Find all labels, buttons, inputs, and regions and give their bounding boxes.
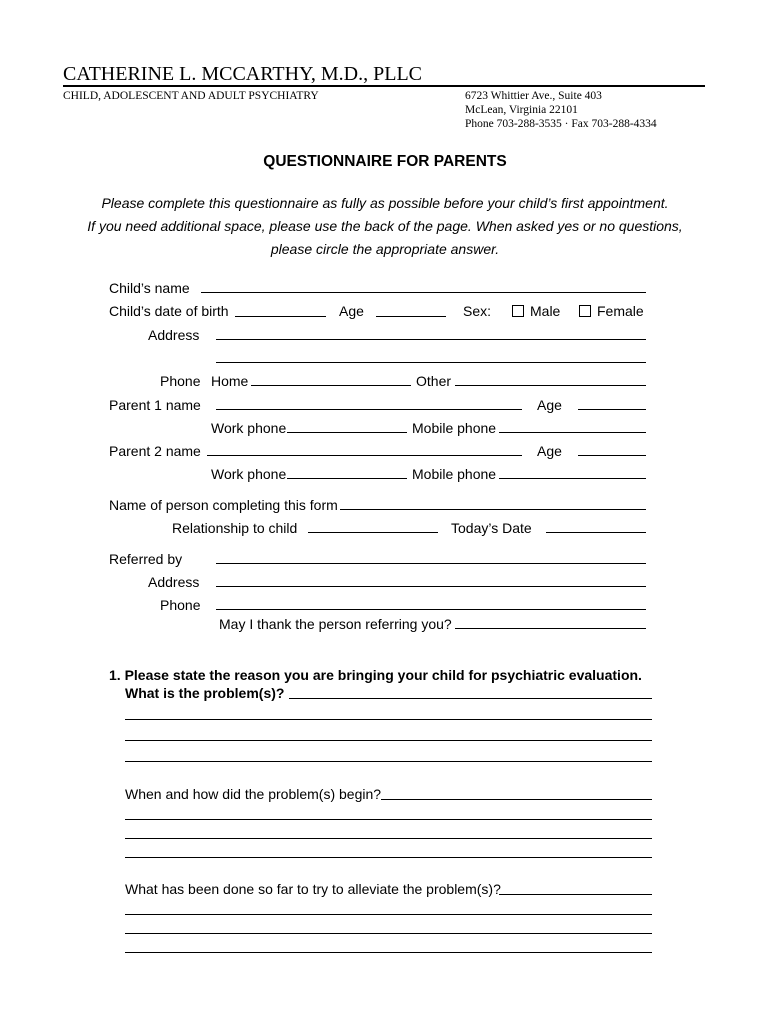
header-rule — [63, 85, 705, 87]
referrer-phone-field[interactable] — [216, 609, 646, 610]
parent1-age-field[interactable] — [578, 409, 646, 410]
question-done-answer-line-0[interactable] — [499, 894, 652, 895]
page-title: QUESTIONNAIRE FOR PARENTS — [263, 153, 507, 170]
phone-label: Phone — [160, 373, 201, 389]
home-phone-label: Home — [211, 373, 249, 389]
question1-answer-line-1[interactable] — [125, 719, 652, 720]
question1-line1: 1. Please state the reason you are bringing your child for psychiatric evaluation. — [109, 667, 642, 683]
child-address-label: Address — [148, 327, 200, 343]
instructions-line2: If you need additional space, please use the back of the page. When asked yes or no questions, — [87, 218, 683, 234]
referred-by-field[interactable] — [216, 563, 646, 564]
relationship-label: Relationship to child — [172, 520, 298, 536]
child-name-field[interactable] — [201, 292, 646, 293]
female-option[interactable] — [579, 303, 644, 319]
child-name-label: Child’s name — [109, 280, 190, 296]
practice-address-line1: 6723 Whittier Ave., Suite 403 — [465, 90, 602, 102]
parent1-work-phone-label: Work phone — [211, 420, 287, 436]
person-completing-field[interactable] — [340, 509, 646, 510]
question-begin-label: When and how did the problem(s) begin? — [125, 786, 382, 802]
parent1-name-label: Parent 1 name — [109, 397, 201, 413]
instructions-line1: Please complete this questionnaire as fully as possible before your child’s first appointment. — [101, 195, 669, 211]
practice-phone-fax: Phone 703-288-3535 · Fax 703-288-4334 — [465, 118, 657, 130]
parent1-name-field[interactable] — [216, 409, 522, 410]
instructions-line3: please circle the appropriate answer. — [270, 241, 500, 257]
question-begin-answer-line-2[interactable] — [125, 838, 652, 839]
female-label: Female — [597, 303, 644, 319]
question-begin-answer-line-1[interactable] — [125, 819, 652, 820]
child-address-field-1[interactable] — [216, 339, 646, 340]
male-checkbox[interactable] — [512, 305, 524, 317]
relationship-field[interactable] — [308, 532, 438, 533]
child-dob-field[interactable] — [235, 316, 326, 317]
referrer-phone-label: Phone — [160, 597, 201, 613]
question-done-label: What has been done so far to try to alleviate the problem(s)? — [125, 881, 501, 897]
child-age-field[interactable] — [376, 316, 446, 317]
female-checkbox[interactable] — [579, 305, 591, 317]
referrer-address-field[interactable] — [216, 586, 646, 587]
parent1-mobile-phone-field[interactable] — [499, 432, 646, 433]
parent2-work-phone-field[interactable] — [287, 478, 407, 479]
parent1-mobile-phone-label: Mobile phone — [412, 420, 497, 436]
todays-date-label: Today’s Date — [451, 520, 532, 536]
parent1-age-label: Age — [537, 397, 562, 413]
practice-name: CATHERINE L. MCCARTHY, M.D., PLLC — [63, 63, 423, 85]
question-done-answer-line-1[interactable] — [125, 914, 652, 915]
child-age-label: Age — [339, 303, 364, 319]
referred-by-label: Referred by — [109, 551, 183, 567]
question1-answer-line-2[interactable] — [125, 740, 652, 741]
male-option[interactable] — [512, 303, 560, 319]
question-begin-answer-line-0[interactable] — [381, 799, 652, 800]
child-dob-label: Child’s date of birth — [109, 303, 229, 319]
parent2-name-label: Parent 2 name — [109, 443, 201, 459]
parent2-mobile-phone-label: Mobile phone — [412, 466, 497, 482]
question-begin-answer-line-3[interactable] — [125, 857, 652, 858]
home-phone-field[interactable] — [251, 385, 411, 386]
other-phone-field[interactable] — [455, 385, 646, 386]
thank-referrer-label: May I thank the person referring you? — [219, 616, 452, 632]
referrer-address-label: Address — [148, 574, 200, 590]
practice-specialty: CHILD, ADOLESCENT AND ADULT PSYCHIATRY — [63, 90, 319, 102]
parent2-mobile-phone-field[interactable] — [499, 478, 646, 479]
parent2-work-phone-label: Work phone — [211, 466, 287, 482]
parent1-work-phone-field[interactable] — [287, 432, 407, 433]
question1-answer-line-3[interactable] — [125, 761, 652, 762]
sex-label: Sex: — [463, 303, 492, 319]
other-phone-label: Other — [416, 373, 452, 389]
todays-date-field[interactable] — [546, 532, 646, 533]
question-done-answer-line-3[interactable] — [125, 952, 652, 953]
question-done-answer-line-2[interactable] — [125, 933, 652, 934]
child-address-field-2[interactable] — [216, 362, 646, 363]
thank-referrer-field[interactable] — [455, 628, 646, 629]
practice-address-line2: McLean, Virginia 22101 — [465, 104, 578, 116]
question1-answer-line-0[interactable] — [289, 698, 652, 699]
question1-line2: What is the problem(s)? — [125, 685, 285, 701]
parent2-name-field[interactable] — [207, 455, 522, 456]
parent2-age-field[interactable] — [578, 455, 646, 456]
parent2-age-label: Age — [537, 443, 562, 459]
person-completing-label: Name of person completing this form — [109, 497, 338, 513]
male-label: Male — [530, 303, 561, 319]
